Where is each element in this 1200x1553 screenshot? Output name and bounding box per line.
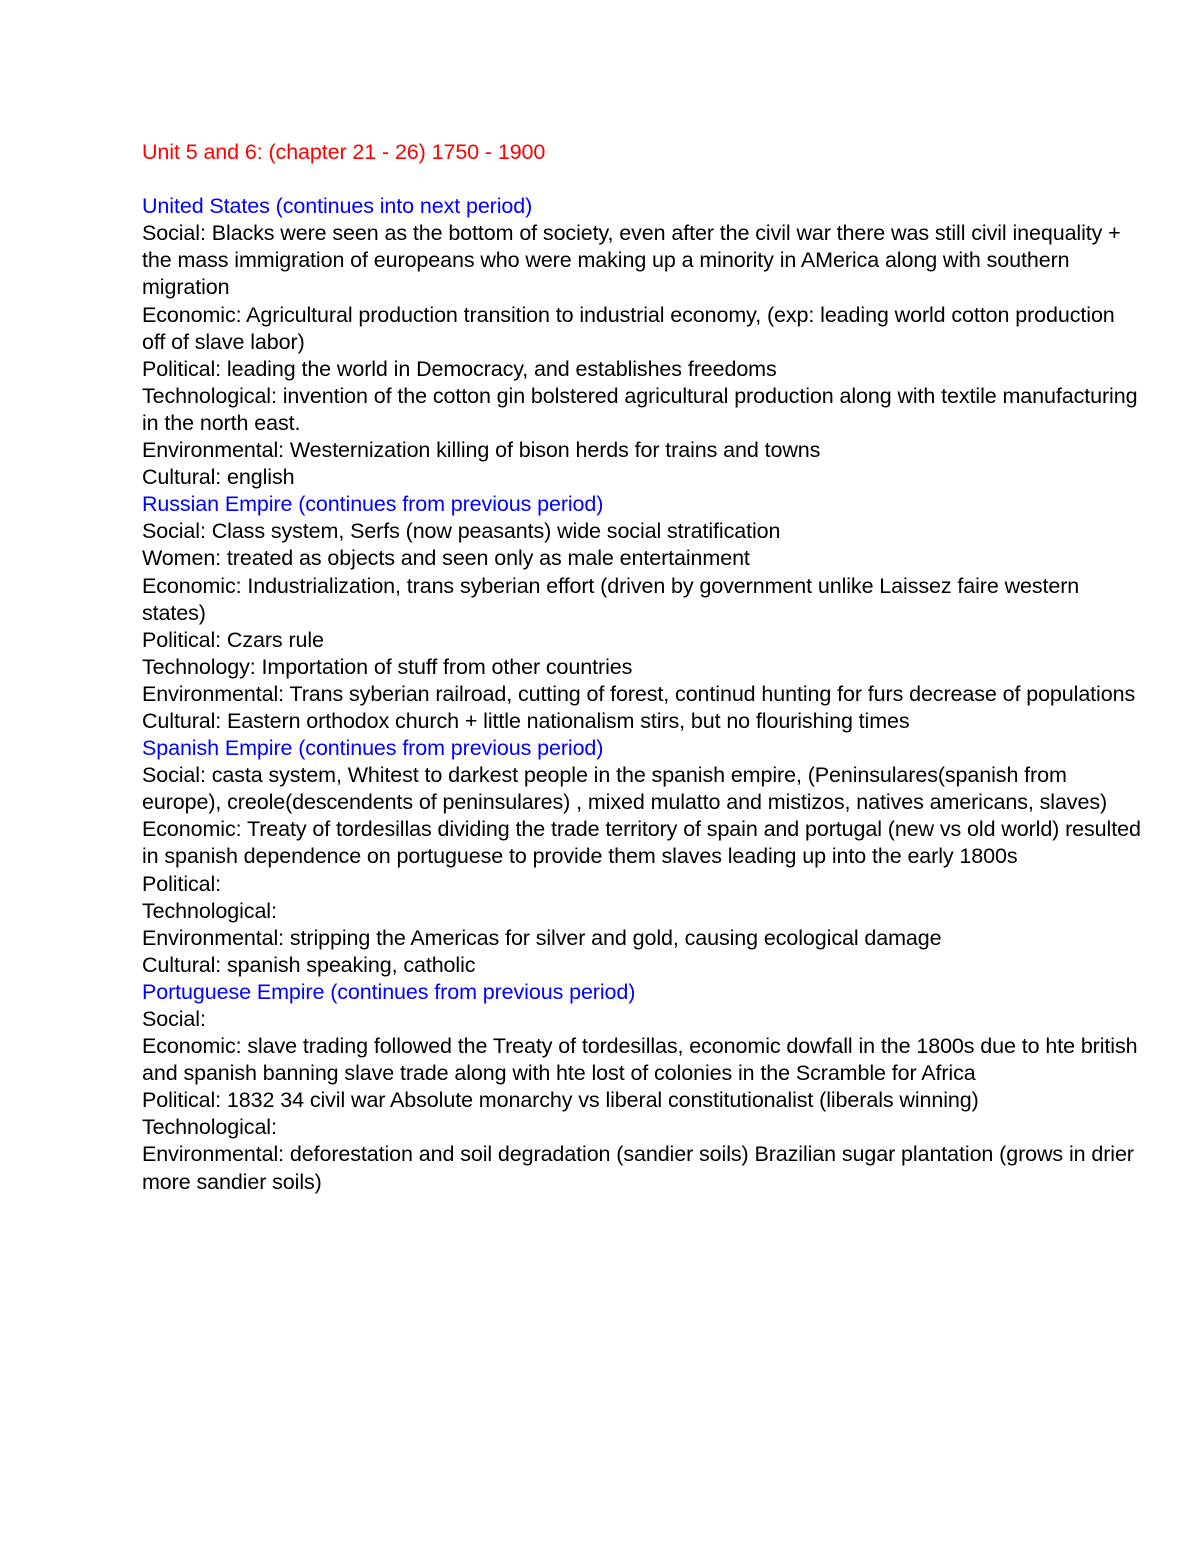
section-line: Women: treated as objects and seen only as male entertainment — [142, 546, 750, 571]
section-line: Environmental: deforestation and soil degradation (sandier soils) Brazilian sugar plantation (grows in drier more sandier soils) — [142, 1142, 1134, 1194]
section-spanish-empire — [142, 735, 1142, 979]
section-line: Technological: — [142, 898, 277, 923]
section-line: Environmental: Trans syberian railroad, cutting of forest, continud hunting for furs decrease of populations — [142, 681, 1136, 706]
section-line: Environmental: Westernization killing of bison herds for trains and towns — [142, 438, 821, 463]
section-heading: Russian Empire (continues from previous period) — [142, 492, 604, 517]
section-portuguese-empire — [142, 979, 1142, 1196]
section-line: Social: casta system, Whitest to darkest people in the spanish empire, (Peninsulares(spanish from europe), creole(descendents of peninsulares) , mixed mulatto and mistizos, natives americans, slaves) — [142, 763, 1108, 815]
section-heading: Spanish Empire (continues from previous period) — [142, 736, 604, 761]
section-line: Political: Czars rule — [142, 627, 324, 652]
section-line: Economic: slave trading followed the Treaty of tordesillas, economic dowfall in the 1800s due to hte british and spanish banning slave trade along with hte lost of colonies in the Scramble for Africa — [142, 1034, 1138, 1086]
section-line: Technological: — [142, 1115, 277, 1140]
section-heading: United States (continues into next period) — [142, 194, 533, 219]
section-line: Cultural: Eastern orthodox church + little nationalism stirs, but no flourishing times — [142, 708, 910, 733]
section-line: Social: Class system, Serfs (now peasants) wide social stratification — [142, 519, 781, 544]
section-line: Political: leading the world in Democracy, and establishes freedoms — [142, 356, 777, 381]
section-line: Social: Blacks were seen as the bottom of society, even after the civil war there was still civil inequality + the mass immigration of europeans who were making up a minority in AMerica along with southern migration — [142, 221, 1121, 300]
section-line: Cultural: english — [142, 465, 295, 490]
section-line: Technological: invention of the cotton gin bolstered agricultural production along with textile manufacturing in the north east. — [142, 383, 1138, 435]
section-united-states — [142, 193, 1142, 491]
section-line: Technology: Importation of stuff from other countries — [142, 654, 633, 679]
section-line: Cultural: spanish speaking, catholic — [142, 952, 476, 977]
section-line: Economic: Treaty of tordesillas dividing the trade territory of spain and portugal (new vs old world) resulted in spanish dependence on portuguese to provide them slaves leading up into the early 1800s — [142, 817, 1141, 869]
section-heading: Portuguese Empire (continues from previous period) — [142, 979, 636, 1004]
section-line: Economic: Industrialization, trans syberian effort (driven by government unlike Laissez faire western states) — [142, 573, 1080, 625]
document-title: Unit 5 and 6: (chapter 21 - 26) 1750 - 1900 — [142, 140, 546, 164]
section-russian-empire — [142, 491, 1142, 735]
section-line: Social: — [142, 1007, 206, 1031]
section-line: Economic: Agricultural production transition to industrial economy, (exp: leading world cotton production off of slave labor) — [142, 302, 1115, 354]
section-line: Political: — [142, 871, 222, 896]
section-line: Environmental: stripping the Americas for silver and gold, causing ecological damage — [142, 925, 942, 950]
document-page — [142, 139, 1142, 1196]
section-line: Political: 1832 34 civil war Absolute monarchy vs liberal constitutionalist (liberals winning) — [142, 1088, 979, 1113]
